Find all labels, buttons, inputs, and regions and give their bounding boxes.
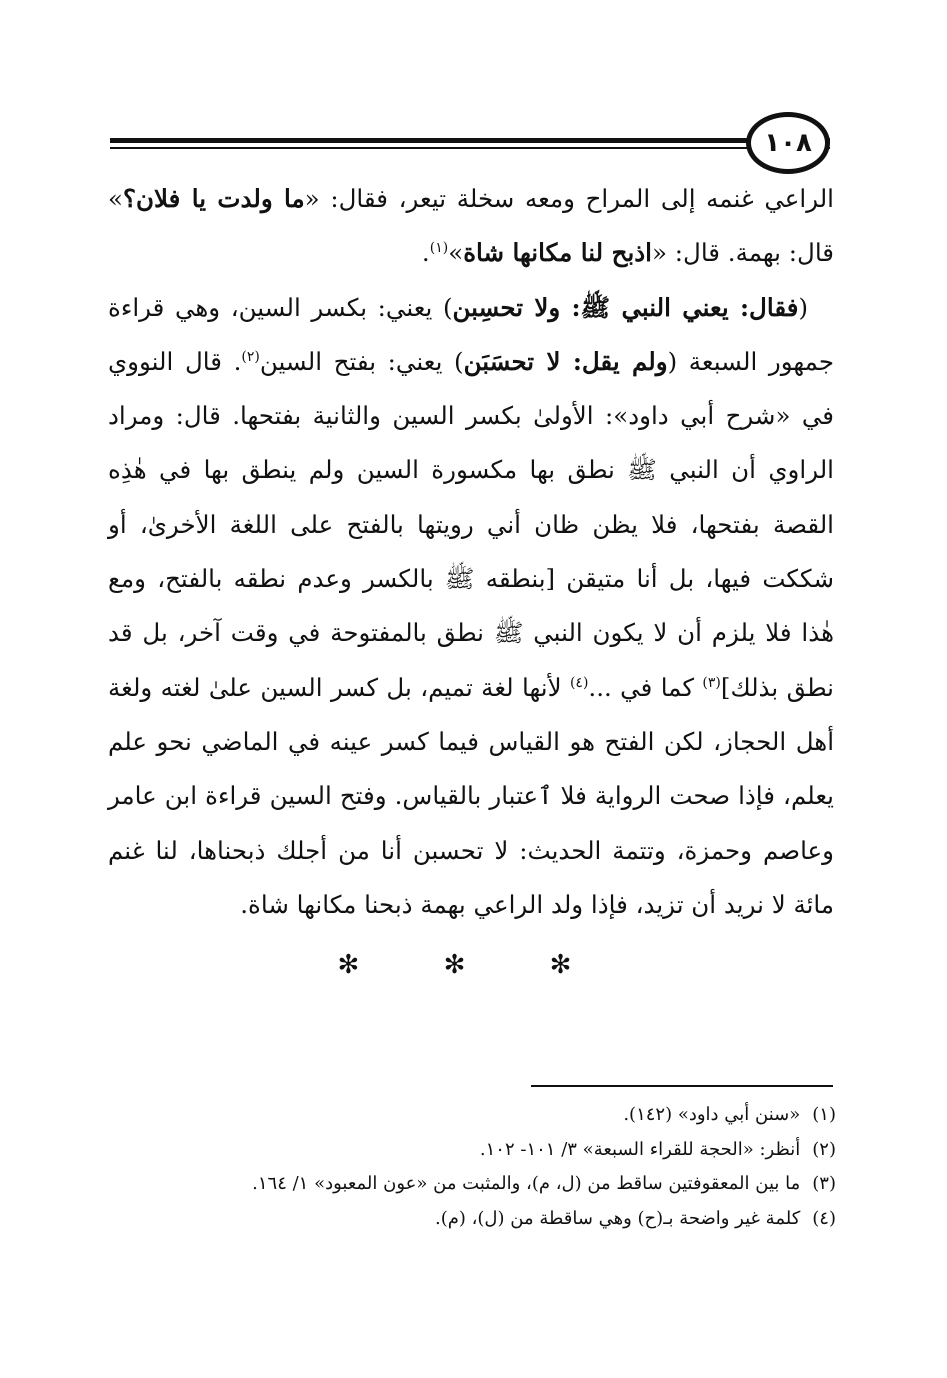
text-run: .: [421, 238, 430, 268]
text-run: . قال النووي في «شرح أبي داود»: الأولىٰ بكسر السين والثانية بفتحها. قال: ومراد الراوي أن النبي ﷺ نطق بها مكسورة السين ولم ينطق بها في هٰذِه القصة بفتحها، فلا يظن ظان أني رويتها بالفتح على اللغة الأخرىٰ، أو شككت فيها، بل أنا متيقن [بنطقه ﷺ بالكسر وعدم نطقه بالفتح، ومع هٰذا فلا يلزم أن لا يكون النبي ﷺ نطق بالمفتوحة في وقت آخر، بل قد نطق بذلك]: [108, 346, 834, 702]
footnote-ref-3[interactable]: (٣): [702, 674, 721, 691]
footnote-ref-4[interactable]: (٤): [569, 674, 589, 691]
footnote-1: [108, 1098, 836, 1133]
text-run: » قال: بهمة. قال: «: [108, 184, 834, 268]
footnotes: [108, 1098, 836, 1236]
bold-quote: فقال: يعني النبي ﷺ: ولا تحسِبن: [452, 292, 799, 322]
footnote-text: «سنن أبي داود» (١٤٢).: [623, 1104, 801, 1125]
footnote-number: (٣): [812, 1173, 836, 1194]
text-run: »: [448, 238, 464, 268]
page-number: ١٠٨: [764, 128, 812, 158]
footnote-divider: [531, 1085, 833, 1087]
footnote-number: (٤): [812, 1207, 836, 1229]
text-run: (: [798, 292, 808, 322]
main-text: [108, 172, 834, 932]
bold-quote: اذبح لنا مكانها شاة: [463, 238, 652, 268]
bold-quote: ولم يقل: لا تحسَبَن: [463, 346, 668, 376]
paragraph-2: [108, 281, 834, 933]
text-run: ) يعني: بكسر السين، وهي قراءة جمهور السبعة (: [108, 292, 834, 376]
footnote-number: (٢): [812, 1138, 836, 1160]
footnote-ref-1[interactable]: (١): [429, 240, 449, 257]
page-number-badge: [746, 112, 830, 174]
footnote-ref-2[interactable]: (٢): [241, 348, 260, 365]
header-rule-thick: [110, 138, 830, 143]
footnote-2: [108, 1133, 836, 1168]
footnote-text: ما بين المعقوفتين ساقط من (ل، م)، والمثبت من «عون المعبود» ١/ ١٦٤.: [252, 1173, 801, 1194]
text-run: كما في ...: [588, 672, 703, 702]
footnote-text: كلمة غير واضحة بـ(ح) وهي ساقطة من (ل)، (م).: [434, 1207, 801, 1229]
bold-quote: ما ولدت يا فلان؟: [123, 184, 305, 213]
text-run: ) يعني: بفتح السين: [259, 346, 464, 376]
footnote-3: [108, 1167, 836, 1202]
text-run: لأنها لغة تميم، بل كسر السين علىٰ لغته ولغة أهل الحجاز، لكن الفتح هو القياس فيما كسر عينه في الماضي نحو علم يعلم، فإذا صحت الرواية فلا ٱعتبار بالقياس. وفتح السين قراءة ابن عامر وعاصم وحمزة، وتتمة الحديث: لا تحسبن أنا من أجلك ذبحناها، لنا غنم مائة لا نريد أن تزيد، فإذا ولد الراعي بهمة ذبحنا مكانها شاة.: [108, 672, 834, 919]
paragraph-1: [108, 172, 834, 281]
text-run: الراعي غنمه إلى المراح ومعه سخلة تيعر، فقال: «: [304, 184, 834, 213]
header-rule-thin: [110, 147, 830, 149]
footnote-text: أنظر: «الحجة للقراء السبعة» ٣/ ١٠١- ١٠٢.: [479, 1138, 801, 1160]
footnote-number: (١): [812, 1104, 836, 1125]
footnote-4: [108, 1202, 836, 1237]
section-separator-stars: ✻ ✻ ✻: [337, 950, 610, 980]
